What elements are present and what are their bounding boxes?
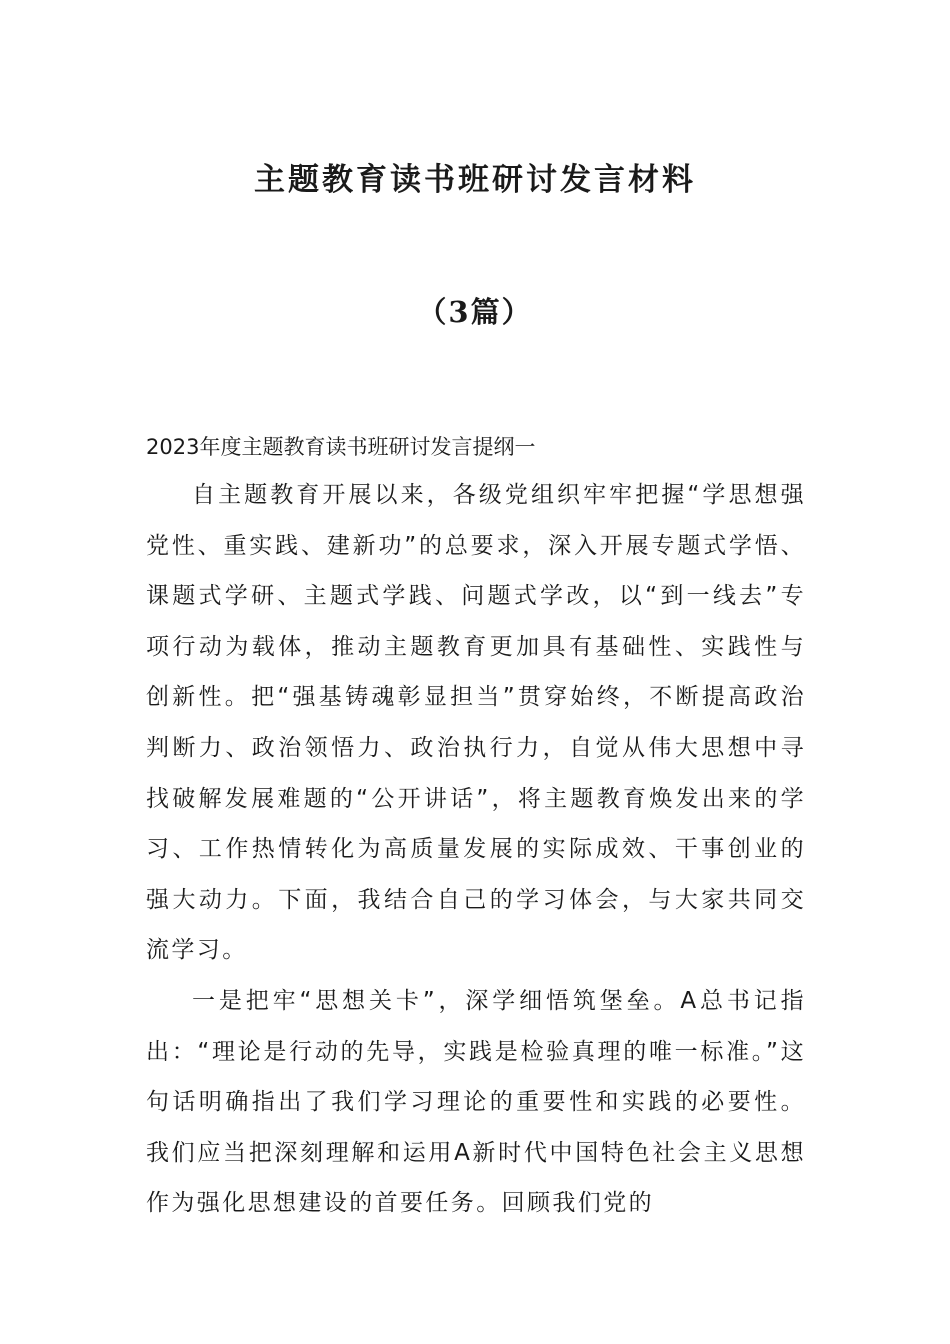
document-body <box>146 426 806 1229</box>
document-title: 主题教育读书班研讨发言材料 <box>254 162 696 198</box>
body-paragraph: 自主题教育开展以来，各级党组织牢牢把握“学思想强党性、重实践、建新功”的总要求，深入开展专题式学悟、课题式学研、主题式学践、问题式学改，以“到一线去”专项行动为载体，推动主题教育更加具有基础性、实践性与创新性。把“强基铸魂彰显担当”贯穿始终，不断提高政治判断力、政治领悟力、政治执行力，自觉从伟大思想中寻找破解发展难题的“公开讲话”，将主题教育焕发出来的学习、工作热情转化为高质量发展的实际成效、干事创业的强大动力。下面，我结合自己的学习体会，与大家共同交流学习。 <box>146 482 806 964</box>
section-heading: 2023年度主题教育读书班研讨发言提纲一 <box>146 435 536 459</box>
document-subtitle: （3篇） <box>417 295 533 329</box>
body-paragraph: 一是把牢“思想关卡”，深学细悟筑堡垒。A总书记指出：“理论是行动的先导，实践是检验真理的唯一标准。”这句话明确指出了我们学习理论的重要性和实践的必要性。我们应当把深刻理解和运用A新时代中国特色社会主义思想作为强化思想建设的首要任务。回顾我们党的 <box>146 987 806 1217</box>
